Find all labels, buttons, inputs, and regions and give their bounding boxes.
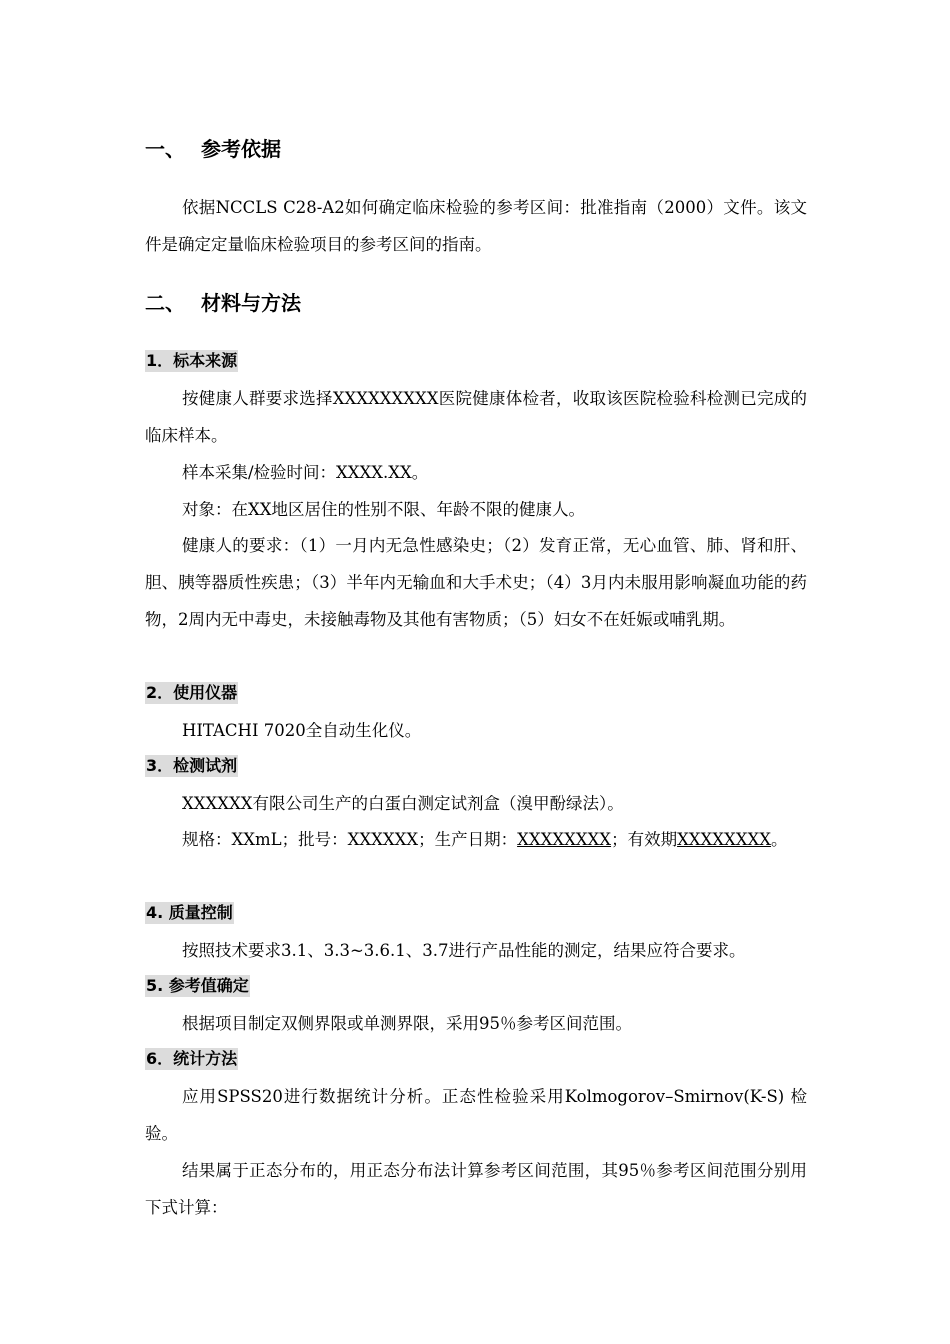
- subsection-heading-quality-control: 4. 质量控制: [146, 903, 233, 922]
- subsection-heading-sample-source: 1．标本来源: [146, 351, 238, 370]
- sample-source-paragraph: 按健康人群要求选择XXXXXXXXX医院健康体检者，收取该医院检验科检测已完成的临床样本。: [145, 389, 807, 445]
- reagent-paragraph: XXXXXX有限公司生产的白蛋白测定试剂盒（溴甲酚绿法）。: [182, 794, 624, 813]
- section-title: 材料与方法: [201, 291, 301, 315]
- subsection-heading-reference: 5. 参考值确定: [146, 976, 249, 995]
- health-requirements-paragraph: 健康人的要求：（1）一月内无急性感染史；（2）发育正常，无心血管、肺、肾和肝、胆、胰等器质性疾患；（3）半年内无输血和大手术史；（4）3月内未服用影响凝血功能的药物，2周内无中毒史，未接触毒物及其他有害物质；（5）妇女不在妊娠或哺乳期。: [145, 536, 807, 629]
- section-title: 参考依据: [201, 137, 281, 161]
- subject-paragraph: 对象：在XX地区居住的性别不限、年龄不限的健康人。: [182, 500, 585, 519]
- section-heading-basis: [145, 136, 281, 162]
- production-date-value: XXXXXXXX: [517, 830, 612, 849]
- sampling-time-paragraph: 样本采集/检验时间：XXXX.XX。: [182, 463, 429, 482]
- quality-control-paragraph: 按照技术要求3.1、3.3~3.6.1、3.7进行产品性能的测定，结果应符合要求。: [182, 941, 746, 960]
- section-number: 二、: [145, 291, 185, 315]
- reagent-spec-paragraph: [145, 821, 807, 858]
- basis-paragraph: 依据NCCLS C28-A2如何确定临床检验的参考区间：批准指南（2000）文件。该文件是确定定量临床检验项目的参考区间的指南。: [145, 198, 807, 254]
- reagent-expiry-label: ；有效期: [611, 830, 678, 849]
- statistics-paragraph: 应用SPSS20进行数据统计分析。正态性检验采用Kolmogorov–Smirnov(K-S) 检验。: [145, 1087, 807, 1143]
- section-number: 一、: [145, 137, 185, 161]
- reference-paragraph: 根据项目制定双侧界限或单测界限，采用95％参考区间范围。: [182, 1014, 632, 1033]
- reagent-spec-end: 。: [771, 830, 788, 849]
- subsection-heading-statistics: 6．统计方法: [146, 1049, 238, 1068]
- subsection-heading-reagent: 3．检测试剂: [146, 756, 238, 775]
- section-heading-methods: [145, 290, 301, 316]
- normal-distribution-paragraph: 结果属于正态分布的，用正态分布法计算参考区间范围，其95％参考区间范围分别用下式计算：: [145, 1161, 807, 1217]
- expiry-date-value: XXXXXXXX: [677, 830, 772, 849]
- subsection-heading-instrument: 2．使用仪器: [146, 683, 238, 702]
- reagent-spec-text: 规格：XXmL；批号：XXXXXX；生产日期：: [182, 830, 518, 849]
- instrument-paragraph: HITACHI 7020全自动生化仪。: [182, 721, 422, 740]
